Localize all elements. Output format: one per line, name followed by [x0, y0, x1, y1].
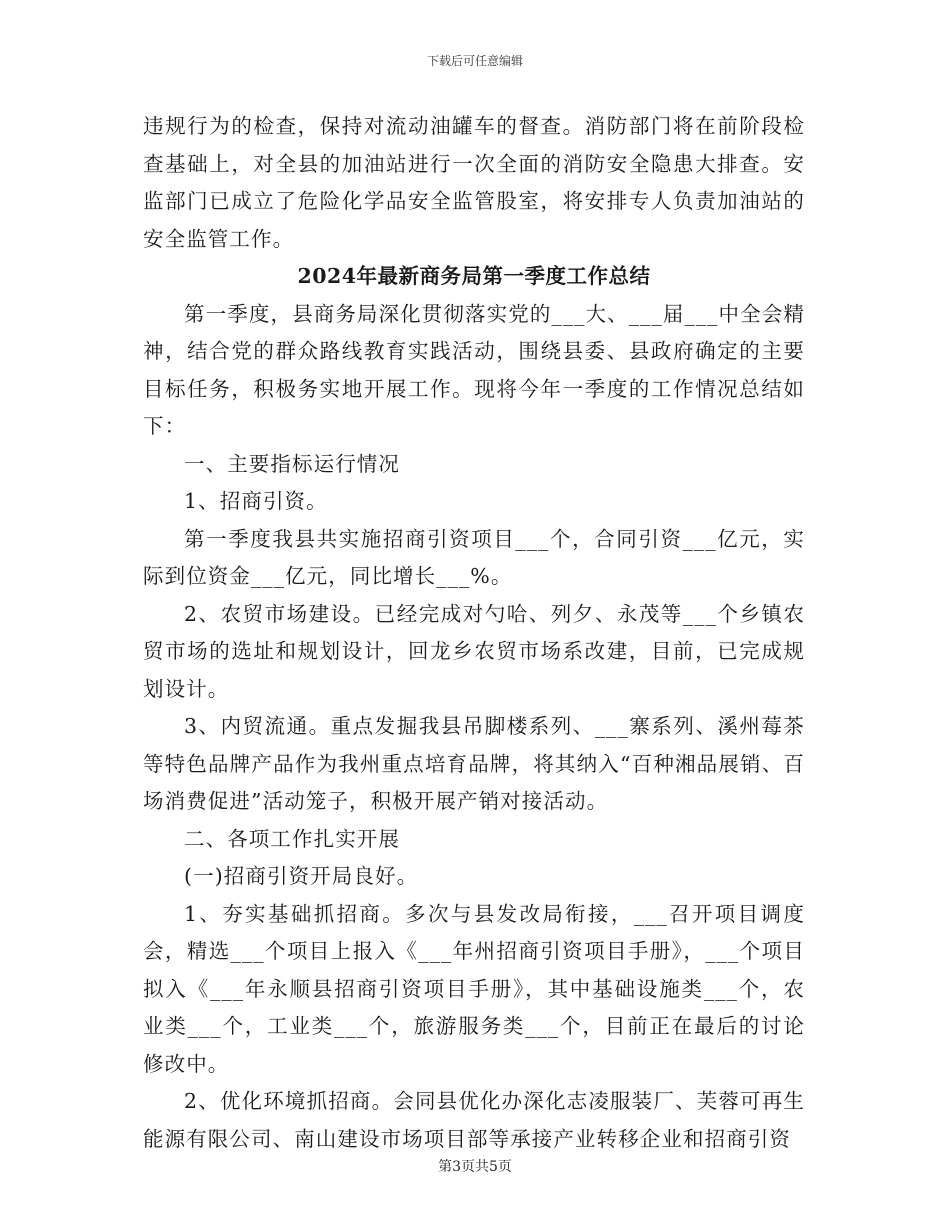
- paragraph-investment: 第一季度我县共实施招商引资项目___个，合同引资___亿元，实际到位资金___亿元，同比增长___%。: [143, 526, 805, 588]
- paragraph-continuation: 违规行为的检查，保持对流动油罐车的督查。消防部门将在前阶段检查基础上，对全县的加油站进行一次全面的消防安全隐患大排查。安监部门已成立了危险化学品安全监管股室，将安排专人负责加油站的安全监管工作。: [143, 114, 805, 251]
- document-title: 2024年最新商务局第一季度工作总结: [297, 264, 651, 288]
- subheading-investment: 1、招商引资。: [184, 489, 328, 513]
- page-header: 下载后可任意编辑: [426, 54, 523, 68]
- paragraph-foundation: 1、夯实基础抓招商。多次与县发改局衔接，___召开项目调度会，精选___个项目上报入《___年州招商引资项目手册》，___个项目拟入《___年永顺县招商引资项目手册》，其中基础设施类___个，农业类___个，工业类___个，旅游服务类___个，目前正在最后的讨论修改中。: [143, 901, 805, 1076]
- document-body: [143, 108, 805, 1158]
- paragraph-intro: 第一季度，县商务局深化贯彻落实党的___大、___届___中全会精神，结合党的群众路线教育实践活动，围绕县委、县政府确定的主要目标任务，积极务实地开展工作。现将今年一季度的工作情况总结如下：: [143, 301, 805, 438]
- page-footer: 第3页共5页: [438, 1159, 512, 1175]
- section-heading-1: 一、主要指标运行情况: [184, 451, 400, 476]
- paragraph-environment: 2、优化环境抓招商。会同县优化办深化志凌服装厂、芙蓉可再生能源有限公司、南山建设市场项目部等承接产业转移企业和招商引资: [143, 1089, 805, 1151]
- section-heading-2: 二、各项工作扎实开展: [184, 826, 400, 851]
- paragraph-trade: 3、内贸流通。重点发掘我县吊脚楼系列、___寨系列、溪州莓茶等特色品牌产品作为我州重点培育品牌，将其纳入“百种湘品展销、百场消费促进”活动笼子，积极开展产销对接活动。: [143, 714, 805, 813]
- subheading-investment-start: (一)招商引资开局良好。: [184, 864, 419, 888]
- paragraph-market: 2、农贸市场建设。已经完成对勺哈、列夕、永茂等___个乡镇农贸市场的选址和规划设计，回龙乡农贸市场系改建，目前，已完成规划设计。: [143, 601, 805, 701]
